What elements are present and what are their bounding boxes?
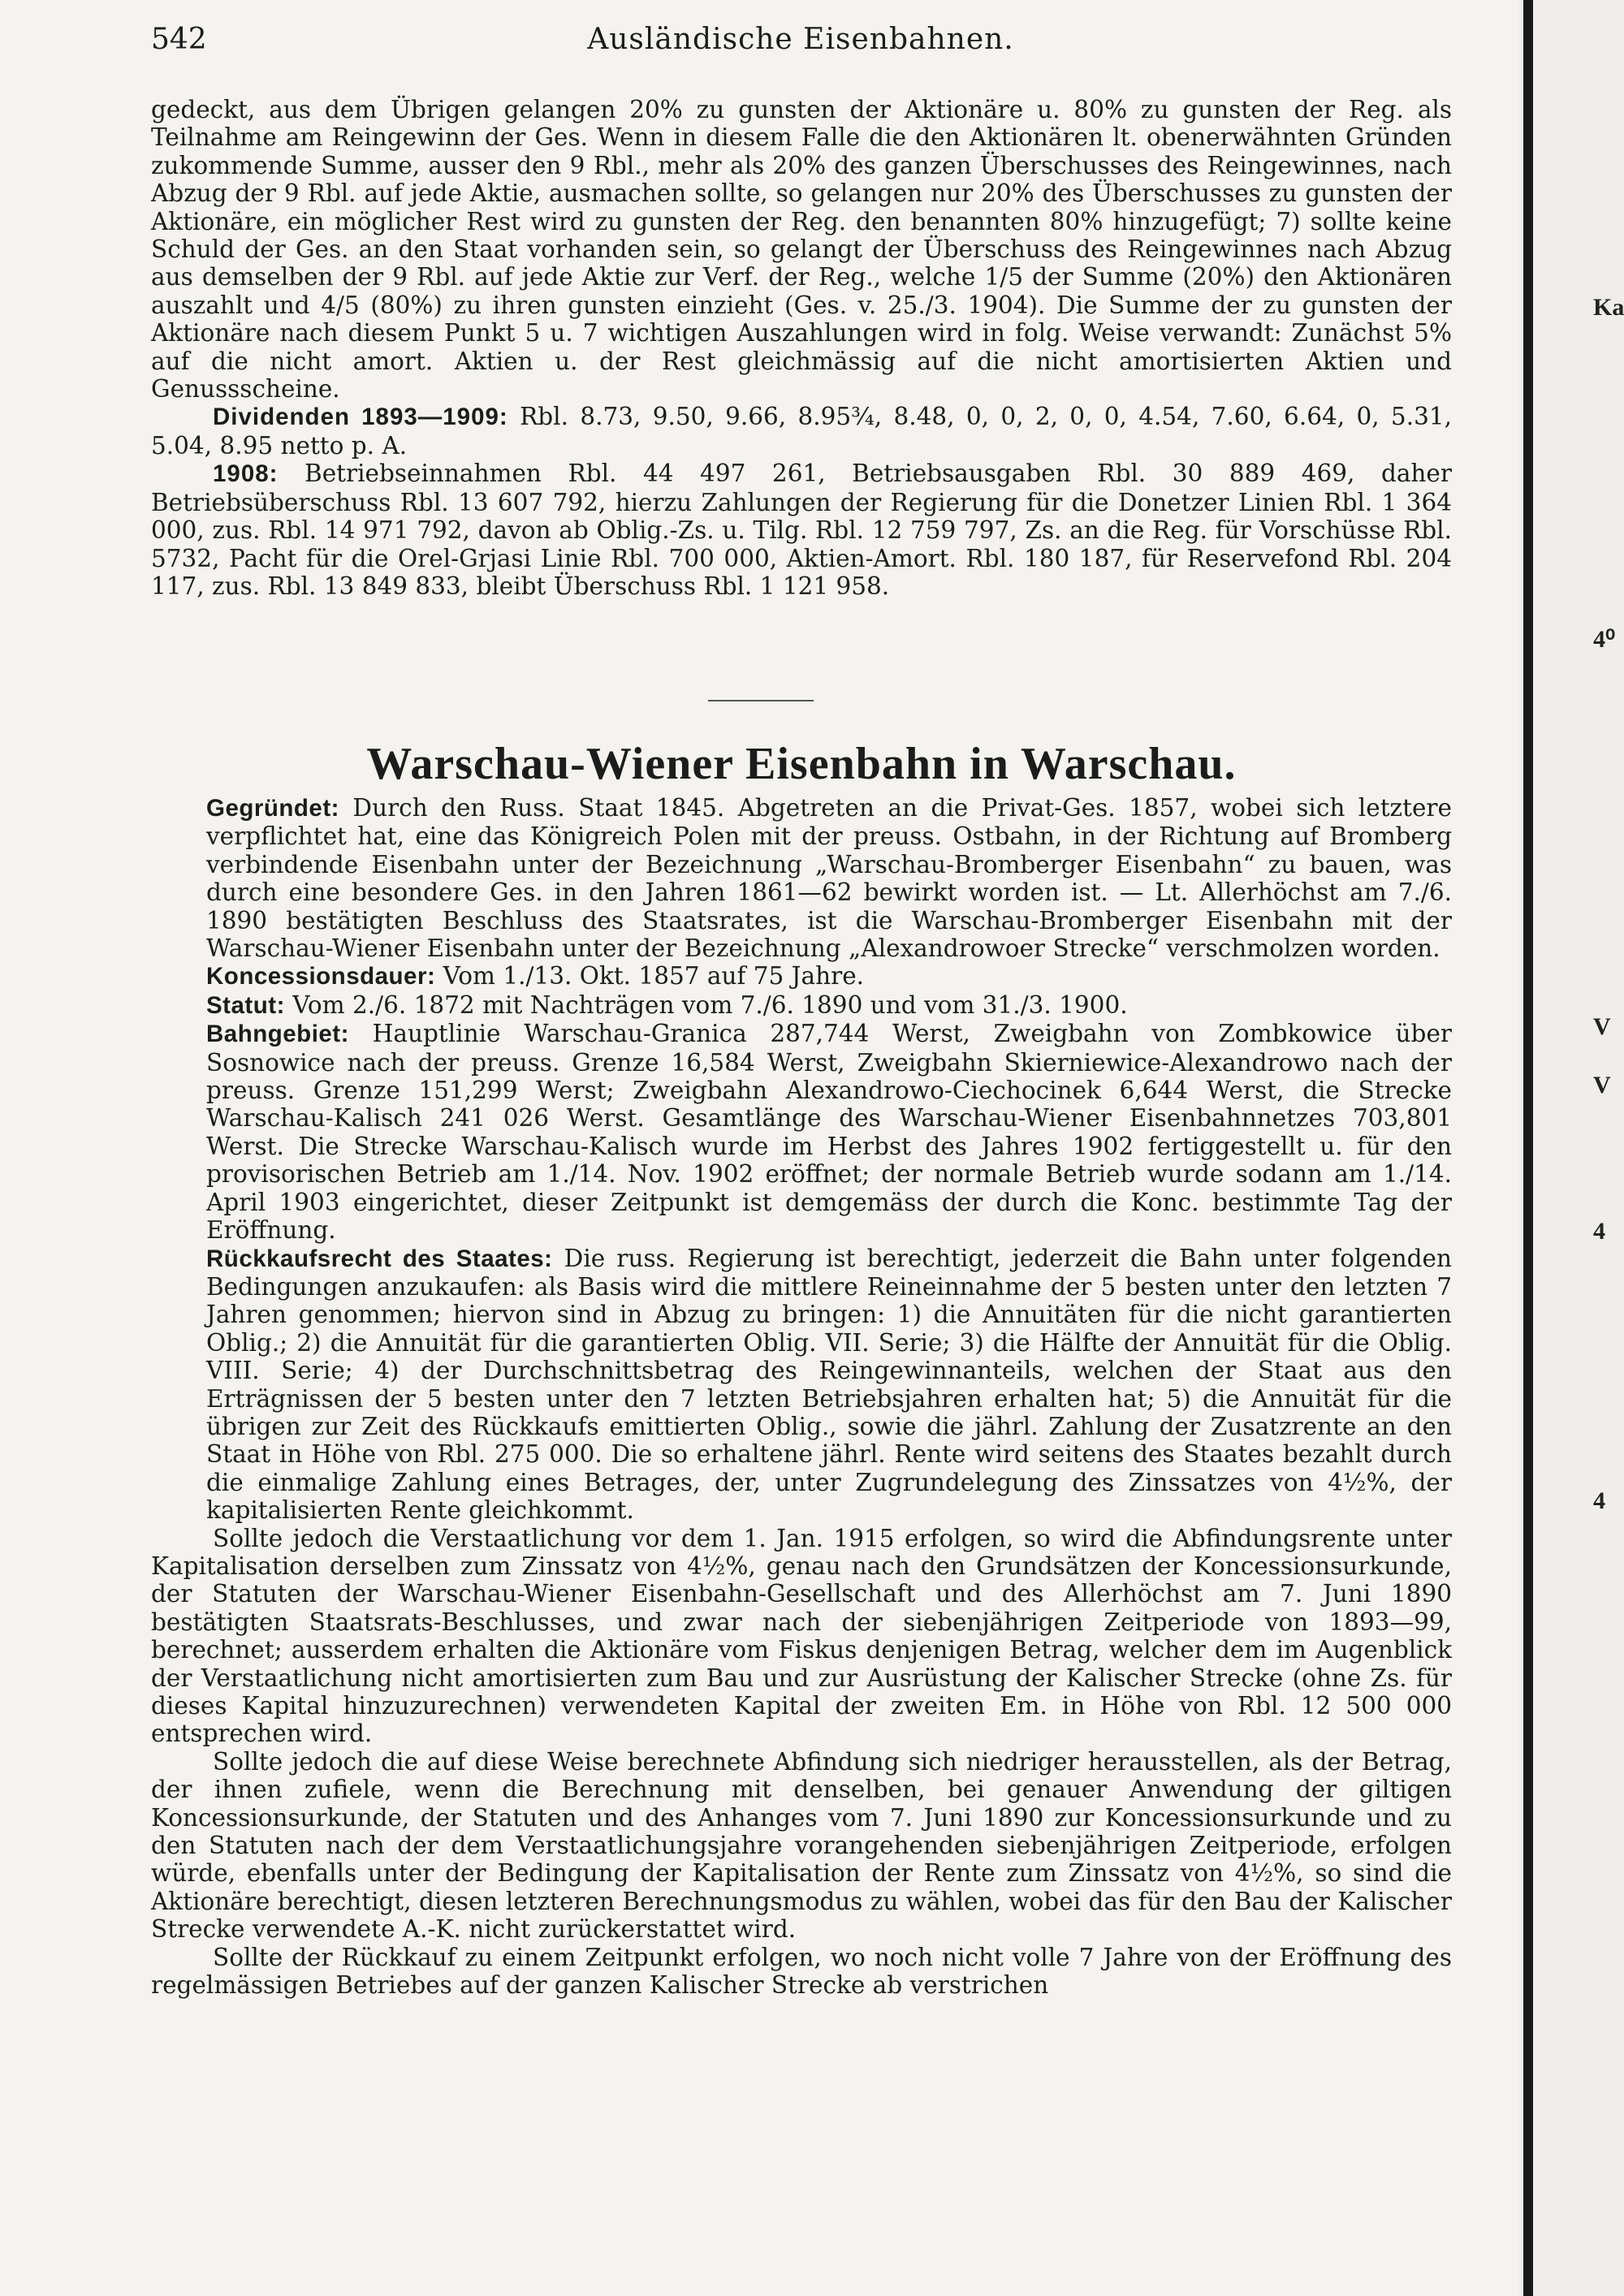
entry-statut [151, 991, 1452, 1020]
entry-label: Koncessionsdauer: [206, 963, 436, 990]
dividends-text: Rbl. 8.73, 9.50, 9.66, 8.95¾, 8.48, 0, 0, 2, 0, 0, 4.54, 7.60, 6.64, 0, 5.31, 5.04, 8.95 netto p. A. [151, 403, 1452, 460]
paragraph-rueckkauf: Sollte der Rückkauf zu einem Zeitpunkt erfolgen, wo noch nicht volle 7 Jahre von der Eröffnung des regelmässigen Betriebes auf der ganzen Kalischer Strecke ab verstrichen [151, 1943, 1452, 2000]
entry-gegruendet [151, 794, 1452, 962]
margin-fragment: 4 [1593, 1218, 1605, 1245]
entry-text: Vom 2./6. 1872 mit Nachträgen vom 7./6. 1890 und vom 31./3. 1900. [292, 990, 1128, 1019]
margin-fragment: Ka [1593, 294, 1624, 321]
year-text: Betriebseinnahmen Rbl. 44 497 261, Betriebsausgaben Rbl. 30 889 469, daher Betriebsüberschuss Rbl. 13 607 792, hierzu Zahlungen der Regierung für die Donetzer Linien Rbl. 1 364 000, zus. Rbl. 14 971 792, davon ab Oblig.-Zs. u. Tilg. Rbl. 12 759 797, Zs. an die Reg. für Vorschüsse Rbl. 5732, Pacht für die Orel-Grjasi Linie Rbl. 700 000, Aktien-Amort. Rbl. 180 187, für Reservefond Rbl. 204 117, zus. Rbl. 13 849 833, bleibt Überschuss Rbl. 1 121 958. [151, 460, 1452, 600]
dividends-paragraph [151, 403, 1452, 460]
margin-fragment: V [1593, 1013, 1611, 1040]
section-divider [708, 700, 814, 701]
entry-bahngebiet [151, 1020, 1452, 1244]
entry-rueckkaufsrecht [151, 1245, 1452, 1525]
entry-label: Gegründet: [206, 795, 339, 822]
page-header [151, 23, 1450, 63]
section-title: Warschau-Wiener Eisenbahn in Warschau. [366, 739, 1237, 789]
entry-text: Vom 1./13. Okt. 1857 auf 75 Jahre. [443, 962, 865, 990]
page-gutter-rule [1523, 0, 1533, 2296]
paragraph-abfindung: Sollte jedoch die auf diese Weise berechnete Abfindung sich niedriger herausstellen, als der Betrag, der ihnen zufiele, wenn die Berechnung mit denselben, bei genauer Anwendung der giltigen Koncessionsurkunde, der Statuten und des Anhanges vom 7. Juni 1890 zur Koncessionsurkunde und zu den Statuten nach der dem Verstaatlichungsjahre vorangehenden siebenjährigen Zeitperiode, erfolgen würde, ebenfalls unter der Bedingung der Kapitalisation der Rente zum Zinssatz von 4½%, so sind die Aktionäre berechtigt, diesen letzteren Berechnungsmodus zu wählen, wobei das für den Bau der Kalischer Strecke verwendete A.-K. nicht zurückerstattet wird. [151, 1747, 1452, 1944]
entry-text: Durch den Russ. Staat 1845. Abgetreten an die Privat-Ges. 1857, wobei sich letztere verpflichtet hat, eine das Königreich Polen mit der preuss. Ostbahn, in der Richtung auf Bromberg verbindende Eisenbahn unter der Bezeichnung „Warschau-Bromberger Eisenbahn“ zu bauen, was durch eine besondere Ges. in den Jahren 1861—62 bewirkt worden ist. — Lt. Allerhöchst am 7./6. 1890 bestätigten Beschluss des Staatsrates, ist die Warschau-Bromberger Eisenbahn mit der Warschau-Wiener Eisenbahn unter der Bezeichnung „Alexandrowoer Strecke“ verschmolzen worden. [206, 794, 1452, 963]
year-label: 1908: [213, 460, 279, 488]
margin-fragment: 4⁰ [1593, 626, 1616, 653]
entry-koncessionsdauer [151, 962, 1452, 990]
entry-label: Bahngebiet: [206, 1021, 349, 1048]
paragraph-verstaatlichung: Sollte jedoch die Verstaatlichung vor dem 1. Jan. 1915 erfolgen, so wird die Abfindungsrente unter Kapitalisation derselben zum Zinssatz von 4½%, genau nach den Grundsätzen der Koncessionsurkunde, der Statuten der Warschau-Wiener Eisenbahn-Gesellschaft und des Allerhöchst am 7. Juni 1890 bestätigten Staatsrats-Beschlusses, und zwar nach der siebenjährigen Zeitperiode von 1893—99, berechnet; ausserdem erhalten die Aktionäre vom Fiskus denjenigen Betrag, welcher dem im Augenblick der Verstaatlichung nicht amortisierten zum Bau und zur Ausrüstung der Kalischer Strecke (ohne Zs. für dieses Kapital hinzuzurechnen) verwendeten Kapital der zweiten Em. in Höhe von Rbl. 12 500 000 entsprechen wird. [151, 1524, 1452, 1748]
entry-text: Die russ. Regierung ist berechtigt, jederzeit die Bahn unter folgenden Bedingungen anzukaufen: als Basis wird die mittlere Reineinnahme der 5 besten unter den letzten 7 Jahren genommen; hiervon sind in Abzug zu bringen: 1) die Annuitäten für die nicht garantierten Oblig.; 2) die Annuität für die garantierten Oblig. VII. Serie; 3) die Hälfte der Annuität für die Oblig. VIII. Serie; 4) der Durchschnittsbetrag des Reingewinnanteils, welchen der Staat aus den Erträgnissen der 5 besten unter den 7 letzten Betriebsjahren erhalten hat; 5) die Annuität für die übrigen zur Zeit des Rückkaufs emittierten Oblig., sowie die jährl. Zahlung der Zusatzrente an den Staat in Höhe von Rbl. 275 000. Die so erhaltene jährl. Rente wird seitens des Staates bezahlt durch die einmalige Zahlung eines Betrages, der, unter Zugrundelegung des Zinssatzes von 4½%, der kapitalisierten Rente gleichkommt. [206, 1244, 1452, 1525]
top-section [151, 96, 1452, 600]
entry-label: Rückkaufsrecht des Staates: [206, 1245, 553, 1272]
adjacent-page-edge [1518, 0, 1624, 2296]
main-section [151, 794, 1452, 1999]
dividends-label: Dividenden 1893—1909: [213, 404, 508, 431]
year-1908-paragraph [151, 460, 1452, 600]
continued-paragraph: gedeckt, aus dem Übrigen gelangen 20% zu gunsten der Aktionäre u. 80% zu gunsten der Reg. als Teilnahme am Reingewinn der Ges. Wenn in diesem Falle die den Aktionären lt. obenerwähnten Gründen zukommende Summe, ausser den 9 Rbl., mehr als 20% des ganzen Überschusses des Reingewinnes, nach Abzug der 9 Rbl. auf jede Aktie, ausmachen sollte, so gelangen nur 20% des Überschusses zu gunsten der Aktionäre, ein möglicher Rest wird zu gunsten der Reg. den benannten 80% hinzugefügt; 7) sollte keine Schuld der Ges. an den Staat vorhanden sein, so gelangt der Überschuss des Reingewinnes nach Abzug aus demselben der 9 Rbl. auf jede Aktie zur Verf. der Reg., welche 1/5 der Summe (20%) den Aktionären auszahlt und 4/5 (80%) zu ihren gunsten einzieht (Ges. v. 25./3. 1904). Die Summe der zu gunsten der Aktionäre nach diesem Punkt 5 u. 7 wichtigen Auszahlungen wird in folg. Weise verwandt: Zunächst 5% auf die nicht amort. Aktien u. der Rest gleichmässig auf die nicht amortisierten Aktien und Genussscheine. [151, 96, 1452, 404]
margin-fragment: V [1593, 1072, 1611, 1098]
page-number: 542 [151, 23, 207, 56]
margin-fragment: 4 [1593, 1487, 1605, 1514]
running-head: Ausländische Eisenbahnen. [587, 23, 1014, 56]
entry-label: Statut: [206, 991, 285, 1019]
entry-text: Hauptlinie Warschau-Granica 287,744 Werst, Zweigbahn von Zombkowice über Sosnowice nach der preuss. Grenze 16,584 Werst, Zweigbahn Skierniewice-Alexandrowo nach der preuss. Grenze 151,299 Werst; Zweigbahn Alexandrowo-Ciechocinek 6,644 Werst, die Strecke Warschau-Kalisch 241 026 Werst. Gesamtlänge des Warschau-Wiener Eisenbahnnetzes 703,801 Werst. Die Strecke Warschau-Kalisch wurde im Herbst des Jahres 1902 fertiggestellt u. für den provisorischen Betrieb am 1./14. Nov. 1902 eröffnet; der normale Betrieb wurde sodann am 1./14. April 1903 eingerichtet, dieser Zeitpunkt ist demgemäss der durch die Konc. bestimmte Tag der Eröffnung. [206, 1020, 1452, 1245]
